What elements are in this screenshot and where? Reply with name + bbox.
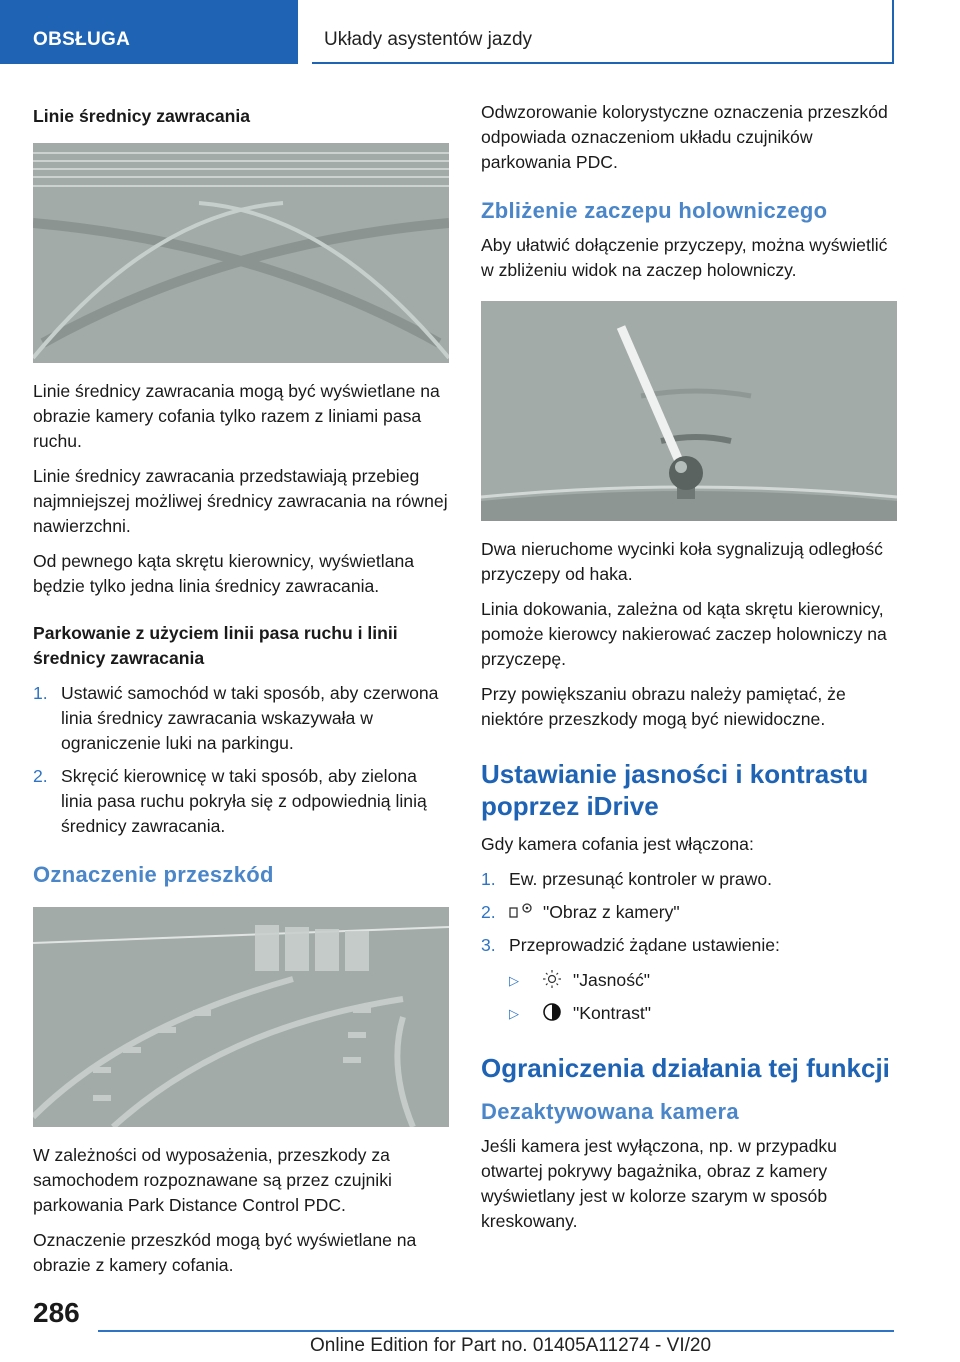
right-column bbox=[481, 100, 897, 1244]
paragraph: Odwzorowanie kolorystyczne oznaczenia przeszkód odpowiada oznaczeniom układu czujników parkowania PDC. bbox=[481, 102, 888, 172]
turning-lines-image bbox=[33, 143, 449, 363]
hitch-zoom-image bbox=[481, 301, 897, 521]
section-label: OBSŁUGA bbox=[33, 29, 131, 50]
heading-hitch: Zbliżenie zaczepu holowniczego bbox=[481, 198, 828, 223]
heading-limits: Ograniczenia działania tej funkcji bbox=[481, 1053, 890, 1083]
list-item: 3. Przeprowadzić żądane ustawienie: bbox=[481, 935, 780, 955]
paragraph: Dwa nieruchome wycinki koła sygnalizują odległość przyczepy od haka. bbox=[481, 539, 883, 584]
chapter-header bbox=[312, 0, 894, 64]
bullet-contrast: ▷ "Kontrast" bbox=[481, 1001, 897, 1026]
page-number: 286 bbox=[33, 1297, 80, 1328]
triangle-bullet-icon: ▷ bbox=[509, 973, 519, 988]
list-item: 1. Ew. przesunąć kontroler w prawo. bbox=[481, 869, 773, 889]
footer-edition: Online Edition for Part no. 01405A11274 - VI/20 bbox=[310, 1335, 712, 1356]
subtitle-parking: Parkowanie z użyciem linii pasa ruchu i linii średnicy zawracania bbox=[33, 623, 398, 668]
sun-icon bbox=[539, 969, 565, 989]
camera-settings-icon bbox=[509, 901, 535, 921]
paragraph: Linia dokowania, zależna od kąta skrętu kierownicy, pomoże kierowcy nakierować zaczep holowniczy na przyczepę. bbox=[481, 599, 887, 669]
paragraph: Od pewnego kąta skrętu kierownicy, wyświetlana będzie tylko jedna linia średnicy zawracania. bbox=[33, 551, 415, 596]
section-tab bbox=[0, 0, 298, 64]
paragraph: Jeśli kamera jest wyłączona, np. w przypadku otwartej pokrywy bagażnika, obraz z kamery wyświetlany jest w kolorze szarym w sposób kreskowany. bbox=[481, 1136, 837, 1231]
chapter-title: Układy asystentów jazdy bbox=[324, 29, 533, 50]
paragraph: Linie średnicy zawracania mogą być wyświetlane na obrazie kamery cofania tylko razem z liniami pasa ruchu. bbox=[33, 381, 440, 451]
subtitle-turning-lines: Linie średnicy zawracania bbox=[33, 106, 251, 126]
heading-brightness: Ustawianie jasności i kontrastu poprzez iDrive bbox=[481, 759, 869, 821]
paragraph: Aby ułatwić dołączenie przyczepy, można wyświetlić w zbliżeniu widok na zaczep holowniczy. bbox=[481, 235, 888, 280]
footer-divider bbox=[98, 1330, 894, 1332]
paragraph: Oznaczenie przeszkód mogą być wyświetlane na obrazie z kamery cofania. bbox=[33, 1230, 417, 1275]
list-item: 2. Skręcić kierownicę w taki sposób, aby zielona linia pasa ruchu pokryła się z odpowiednią linią średnicy zawracania. bbox=[33, 766, 427, 836]
obstacle-marking-image bbox=[33, 907, 449, 1127]
list-item: 2. "Obraz z kamery" bbox=[481, 902, 680, 922]
paragraph: Gdy kamera cofania jest włączona: bbox=[481, 834, 754, 854]
paragraph: W zależności od wyposażenia, przeszkody za samochodem rozpoznawane są przez czujniki parkowania Park Distance Control PDC. bbox=[33, 1145, 392, 1215]
idrive-steps bbox=[481, 867, 897, 958]
list-item: 1. Ustawić samochód w taki sposób, aby czerwona linia średnicy zawracania wskazywała w ograniczenie luki na parkingu. bbox=[33, 683, 439, 753]
bullet-brightness: ▷ "Jasność" bbox=[481, 968, 897, 993]
triangle-bullet-icon: ▷ bbox=[509, 1006, 519, 1021]
contrast-icon bbox=[539, 1002, 565, 1022]
paragraph: Linie średnicy zawracania przedstawiają przebieg najmniejszej możliwej średnicy zawracania na równej nawierzchni. bbox=[33, 466, 448, 536]
paragraph: Przy powiększaniu obrazu należy pamiętać, że niektóre przeszkody mogą być niewidoczne. bbox=[481, 684, 846, 729]
parking-steps bbox=[33, 681, 449, 839]
left-column bbox=[33, 104, 449, 1288]
heading-obstacles: Oznaczenie przeszkód bbox=[33, 862, 274, 887]
heading-disabled-camera: Dezaktywowana kamera bbox=[481, 1099, 739, 1124]
